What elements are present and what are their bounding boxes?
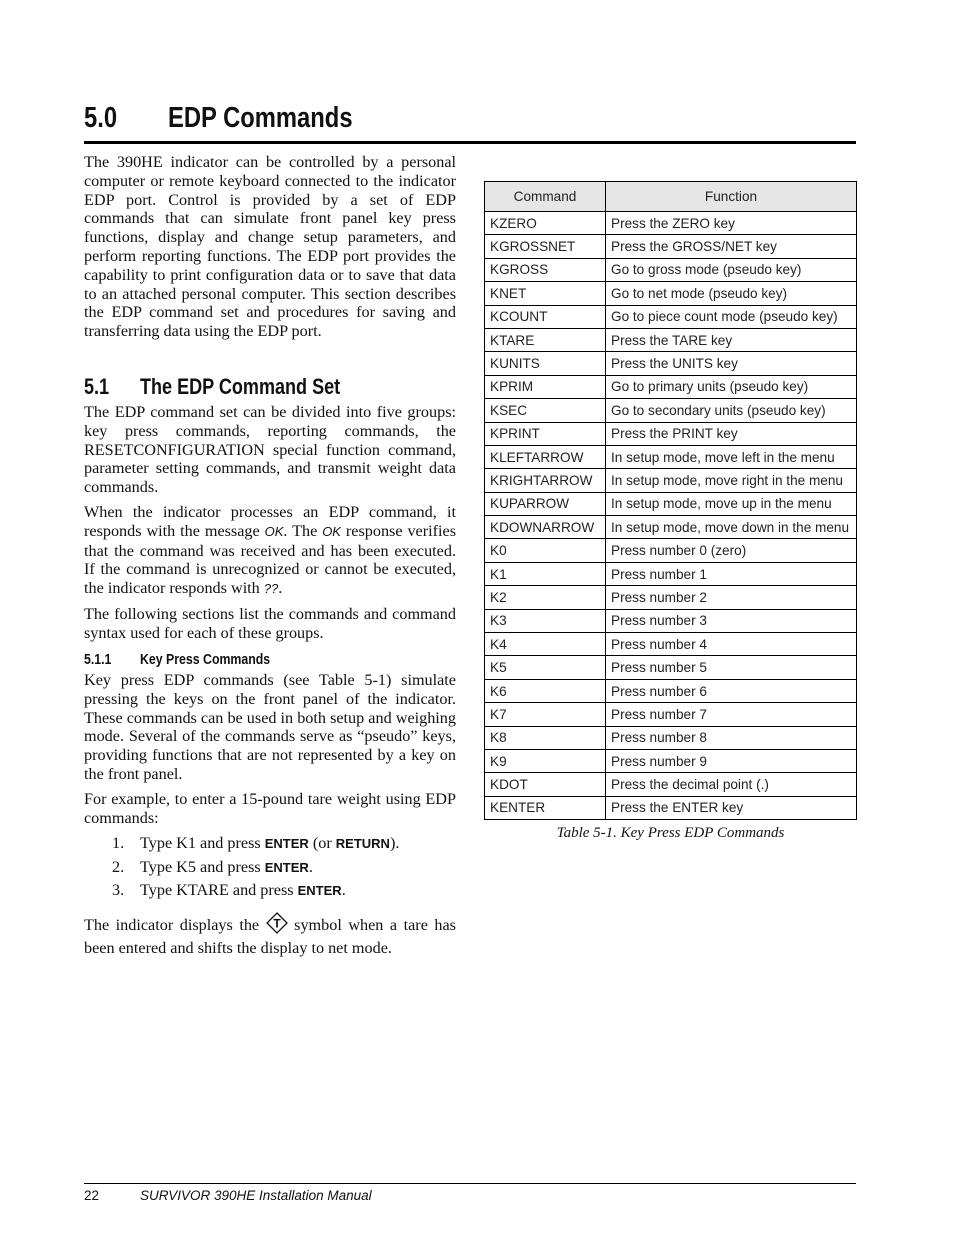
command-cell: KGROSS	[485, 258, 606, 281]
heading-number: 5.0	[84, 102, 118, 134]
step-number: 2.	[112, 857, 125, 876]
section-number: 5.1	[84, 374, 110, 399]
subsection-number: 5.1.1	[84, 652, 112, 668]
heading-title: EDP Commands	[168, 102, 353, 134]
para2-text-c: response verifies that the command was received and has been executed. If the command is unrecognized or cannot be executed, the indicator responds with	[84, 521, 456, 598]
page-heading	[84, 100, 856, 144]
step-text: .	[341, 881, 346, 899]
function-cell: Press the ZERO key	[606, 212, 857, 235]
column-header-command: Command	[485, 182, 606, 212]
function-cell: Go to net mode (pseudo key)	[606, 282, 857, 305]
command-cell: KDOT	[485, 773, 606, 796]
tare-note-paragraph	[84, 912, 456, 958]
table-row	[485, 562, 857, 585]
function-cell: Press number 4	[606, 633, 857, 656]
command-cell: K1	[485, 562, 606, 585]
table-row	[485, 749, 857, 772]
table-header-row	[485, 182, 857, 212]
function-cell: In setup mode, move right in the menu	[606, 469, 857, 492]
section-heading	[84, 374, 341, 400]
table-row	[485, 796, 857, 819]
table-row	[485, 586, 857, 609]
command-cell: K4	[485, 633, 606, 656]
table-row	[485, 679, 857, 702]
function-cell: Press number 0 (zero)	[606, 539, 857, 562]
function-cell: Press the TARE key	[606, 328, 857, 351]
section-paragraph-2	[84, 503, 456, 599]
function-cell: Press number 6	[606, 679, 857, 702]
function-cell: Press number 3	[606, 609, 857, 632]
function-cell: Press number 5	[606, 656, 857, 679]
function-cell: Press number 8	[606, 726, 857, 749]
function-cell: Go to secondary units (pseudo key)	[606, 399, 857, 422]
command-cell: KUPARROW	[485, 492, 606, 515]
command-cell: K0	[485, 539, 606, 562]
function-cell: In setup mode, move up in the menu	[606, 492, 857, 515]
command-cell: KPRINT	[485, 422, 606, 445]
table-row	[485, 492, 857, 515]
table-row	[485, 656, 857, 679]
function-cell: Press the GROSS/NET key	[606, 235, 857, 258]
step-number: 3.	[112, 881, 125, 899]
command-cell: KDOWNARROW	[485, 516, 606, 539]
table-row	[485, 235, 857, 258]
command-cell: K7	[485, 703, 606, 726]
tare-symbol-icon	[266, 912, 288, 939]
step-text: ).	[389, 834, 400, 852]
step-item	[112, 832, 399, 856]
function-cell: Press number 9	[606, 749, 857, 772]
function-cell: Go to gross mode (pseudo key)	[606, 258, 857, 281]
command-cell: KPRIM	[485, 375, 606, 398]
function-cell: Go to piece count mode (pseudo key)	[606, 305, 857, 328]
intro-block	[84, 153, 456, 341]
section-body	[84, 403, 456, 643]
function-cell: Press number 7	[606, 703, 857, 726]
subsection-paragraph-1: Key press EDP commands (see Table 5-1) simulate pressing the keys on the front panel of the indicator. These commands can be used in both setup and weighing mode. Several of the commands serve as “pseudo” keys, providing functions that are not represented by a key on the front panel.	[84, 671, 456, 783]
table-row	[485, 282, 857, 305]
tare-steps-list	[112, 832, 399, 903]
subsection-paragraph-2: For example, to enter a 15-pound tare weight using EDP commands:	[84, 789, 456, 827]
table-row	[485, 773, 857, 796]
key-press-commands-table	[484, 181, 857, 820]
step-item	[112, 856, 399, 880]
table-row	[485, 539, 857, 562]
command-cell: KSEC	[485, 399, 606, 422]
command-cell: KRIGHTARROW	[485, 469, 606, 492]
table-row	[485, 609, 857, 632]
table-row	[485, 445, 857, 468]
ok-response: OK	[322, 523, 341, 539]
function-cell: Press number 2	[606, 586, 857, 609]
footer-title: SURVIVOR 390HE Installation Manual	[140, 1188, 372, 1203]
subsection-title: Key Press Commands	[140, 652, 271, 668]
table-row	[485, 352, 857, 375]
subsection-heading	[84, 652, 271, 668]
ok-message: OK	[264, 523, 284, 539]
command-cell: K6	[485, 679, 606, 702]
para2-text-a: When the indicator processes an EDP command, it responds with the message	[84, 502, 456, 540]
section-title: The EDP Command Set	[140, 374, 341, 399]
footer-divider	[84, 1183, 856, 1184]
error-response: ??	[263, 581, 279, 597]
tare-note	[84, 912, 456, 958]
command-cell: KZERO	[485, 212, 606, 235]
function-cell: Press the decimal point (.)	[606, 773, 857, 796]
command-cell: KUNITS	[485, 352, 606, 375]
function-cell: In setup mode, move left in the menu	[606, 445, 857, 468]
table-row	[485, 305, 857, 328]
function-cell: Go to primary units (pseudo key)	[606, 375, 857, 398]
command-cell: KCOUNT	[485, 305, 606, 328]
table-row	[485, 703, 857, 726]
command-cell: KGROSSNET	[485, 235, 606, 258]
command-cell: K8	[485, 726, 606, 749]
section-paragraph-3: The following sections list the commands and command syntax used for each of these groups.	[84, 604, 456, 642]
para2-text-d: .	[278, 579, 283, 598]
para2-text-b: . The	[283, 521, 323, 540]
function-cell: Press number 1	[606, 562, 857, 585]
command-cell: KTARE	[485, 328, 606, 351]
page-number: 22	[84, 1188, 100, 1203]
table-row	[485, 422, 857, 445]
tare-note-text-a: The indicator displays the	[84, 916, 266, 934]
step-number: 1.	[112, 834, 125, 852]
command-cell: K5	[485, 656, 606, 679]
command-cell: KENTER	[485, 796, 606, 819]
key-name: ENTER	[264, 859, 309, 875]
table-row	[485, 633, 857, 656]
table-row	[485, 469, 857, 492]
table-row	[485, 328, 857, 351]
table-caption: Table 5-1. Key Press EDP Commands	[556, 825, 785, 841]
subsection-body	[84, 671, 456, 827]
command-cell: KLEFTARROW	[485, 445, 606, 468]
command-cell: K9	[485, 749, 606, 772]
table-row	[485, 726, 857, 749]
step-text: (or	[308, 834, 336, 852]
command-cell: KNET	[485, 282, 606, 305]
function-cell: Press the PRINT key	[606, 422, 857, 445]
key-name: RETURN	[335, 836, 390, 851]
table-row	[485, 516, 857, 539]
function-cell: Press the ENTER key	[606, 796, 857, 819]
intro-paragraph: The 390HE indicator can be controlled by a personal computer or remote keyboard connected to the indicator EDP port. Control is provided by a set of EDP commands that can simulate front panel key press functions, display and change setup parameters, and perform reporting functions. The EDP port provides the capability to print configuration data or to save that data to an attached personal computer. This section describes the EDP command set and procedures for saving and transferring data using the EDP port.	[84, 153, 456, 341]
command-cell: K2	[485, 586, 606, 609]
step-text: Type K5 and press	[140, 857, 265, 876]
table-row	[485, 399, 857, 422]
step-item	[112, 879, 399, 903]
step-text: .	[308, 857, 313, 876]
step-text: Type KTARE and press	[140, 881, 298, 899]
key-name: ENTER	[264, 836, 309, 851]
section-paragraph-1: The EDP command set can be divided into five groups: key press commands, reporting commands, the RESETCONFIGURATION special function command, parameter setting commands, and transmit weight data commands.	[84, 403, 456, 497]
command-cell: K3	[485, 609, 606, 632]
tare-note-text-b: symbol when a tare has been entered and shifts the display to net mode.	[84, 916, 456, 957]
function-cell: In setup mode, move down in the menu	[606, 516, 857, 539]
column-header-function: Function	[606, 182, 857, 212]
step-text: Type K1 and press	[140, 834, 265, 852]
table-row	[485, 258, 857, 281]
tare-symbol-letter: T	[272, 916, 281, 931]
table-body	[485, 212, 857, 820]
table-row	[485, 375, 857, 398]
table-row	[485, 212, 857, 235]
key-name: ENTER	[297, 883, 342, 898]
function-cell: Press the UNITS key	[606, 352, 857, 375]
